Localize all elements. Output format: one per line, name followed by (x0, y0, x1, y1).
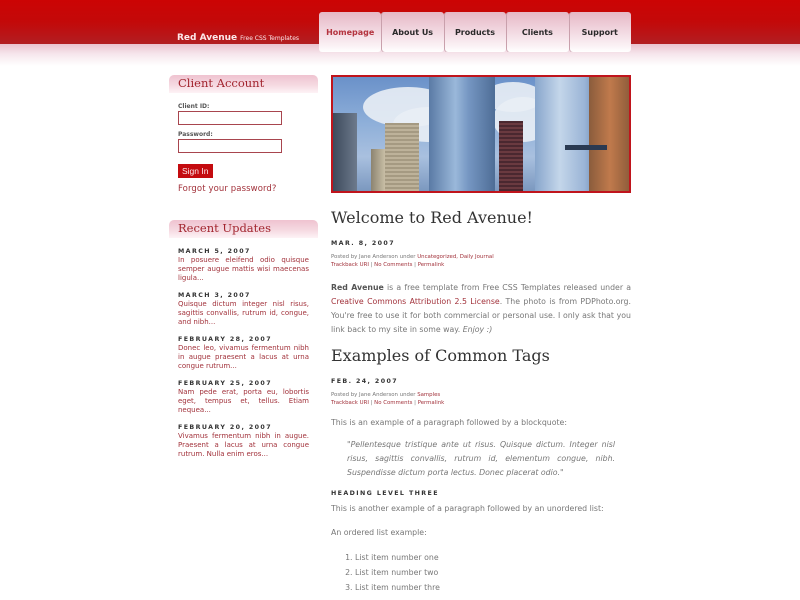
update-item (178, 292, 309, 327)
post-date: MAR. 8, 2007 (331, 240, 395, 247)
password-input[interactable] (178, 139, 282, 153)
posted-by: Posted by Jane Anderson under (331, 254, 416, 260)
update-item (178, 380, 309, 415)
category-link[interactable]: Uncategorized, Daily Journal (417, 254, 494, 260)
login-form (169, 93, 318, 194)
post (331, 208, 631, 337)
tab-homepage[interactable]: Homepage (319, 12, 381, 52)
intro-paragraph: This is an example of a paragraph followed by a blockquote: (331, 418, 567, 427)
password-label: Password: (178, 131, 213, 138)
update-link[interactable]: Quisque dictum integer nisl risus, sagittis convallis, rutrum id, congue, and nibh... (178, 300, 309, 326)
client-account-title: Client Account (169, 75, 318, 93)
tab-about-us[interactable]: About Us (381, 12, 443, 52)
heading-level-three: HEADING LEVEL THREE (331, 490, 439, 497)
forgot-password-link[interactable]: Forgot your password? (178, 184, 277, 194)
post-meta: Posted by Jane Anderson under Uncategorized, Daily Journal Trackback URI | No Comments | Permalink (331, 254, 494, 268)
recent-updates-box (169, 220, 318, 238)
update-date: FEBRUARY 20, 2007 (178, 424, 272, 431)
bold-text: Red Avenue (331, 283, 384, 292)
main-nav (319, 12, 631, 52)
list-item: 2. List item number two (355, 565, 631, 580)
body-text: . The photo is from PDPhoto.org. You're free to use it for both commercial or personal use. I only ask that you link back to my site in some way. (331, 297, 631, 334)
tab-products[interactable]: Products (444, 12, 506, 52)
tab-support[interactable]: Support (569, 12, 631, 52)
list-item: 3. List item number thre (355, 580, 631, 595)
post (331, 346, 631, 595)
category-link[interactable]: Samples (417, 392, 441, 398)
posted-by: Posted by Jane Anderson under (331, 392, 416, 398)
ordered-list (331, 550, 631, 595)
post-body (331, 281, 631, 337)
site-tagline: Free CSS Templates (240, 35, 300, 42)
update-link[interactable]: Vivamus fermentum nibh in augue. Praesent a lacus at urna congue rutrum. Nulla enim eros... (178, 432, 309, 458)
sign-in-button[interactable]: Sign In (178, 164, 213, 178)
trackback-link[interactable]: Trackback URI (331, 262, 369, 268)
italic-text: Enjoy :) (462, 325, 493, 334)
update-item (178, 336, 309, 371)
main-content (331, 75, 631, 595)
list-item: 1. List item number one (355, 550, 631, 565)
update-date: FEBRUARY 28, 2007 (178, 336, 272, 343)
site-name: Red Avenue (177, 33, 238, 43)
trackback-link[interactable]: Trackback URI (331, 400, 369, 406)
client-id-input[interactable] (178, 111, 282, 125)
license-link[interactable]: Creative Commons Attribution 2.5 License (331, 297, 500, 306)
permalink-link[interactable]: Permalink (417, 262, 445, 268)
update-date: MARCH 5, 2007 (178, 248, 251, 255)
client-id-label: Client ID: (178, 103, 210, 110)
update-link[interactable]: Donec leo, vivamus fermentum nibh in augue praesent a lacus at urna congue rutrum... (178, 344, 309, 370)
recent-updates-title: Recent Updates (169, 220, 318, 238)
paragraph: This is another example of a paragraph followed by an unordered list: (331, 504, 604, 513)
comments-link[interactable]: No Comments (374, 400, 413, 406)
comments-link[interactable]: No Comments (374, 262, 413, 268)
update-link[interactable]: In posuere eleifend odio quisque semper augue mattis wisi maecenas ligula... (178, 256, 309, 282)
post-meta: Posted by Jane Anderson under Samples Trackback URI | No Comments | Permalink (331, 392, 445, 406)
hero-image (331, 75, 631, 193)
post-title[interactable]: Welcome to Red Avenue! (331, 208, 533, 227)
tab-clients[interactable]: Clients (506, 12, 568, 52)
update-link[interactable]: Nam pede erat, porta eu, lobortis eget, tempus et, tellus. Etiam nequea... (178, 388, 309, 414)
update-item (178, 424, 309, 459)
body-text: is a free template from Free CSS Templates released under a (383, 283, 631, 292)
update-date: MARCH 3, 2007 (178, 292, 251, 299)
blockquote: "Pellentesque tristique ante ut risus. Quisque dictum. Integer nisl risus, sagittis convallis, rutrum id, elementum congue, nibh. Suspendisse dictum porta lectus. Donec placerat odio." (347, 440, 615, 477)
permalink-link[interactable]: Permalink (417, 400, 445, 406)
post-date: FEB. 24, 2007 (331, 378, 399, 385)
client-account-box (169, 75, 318, 194)
update-item (178, 248, 309, 283)
paragraph: An ordered list example: (331, 528, 427, 537)
site-logo[interactable] (177, 25, 299, 44)
recent-updates-list (178, 248, 309, 468)
update-date: FEBRUARY 25, 2007 (178, 380, 272, 387)
post-title[interactable]: Examples of Common Tags (331, 346, 550, 365)
